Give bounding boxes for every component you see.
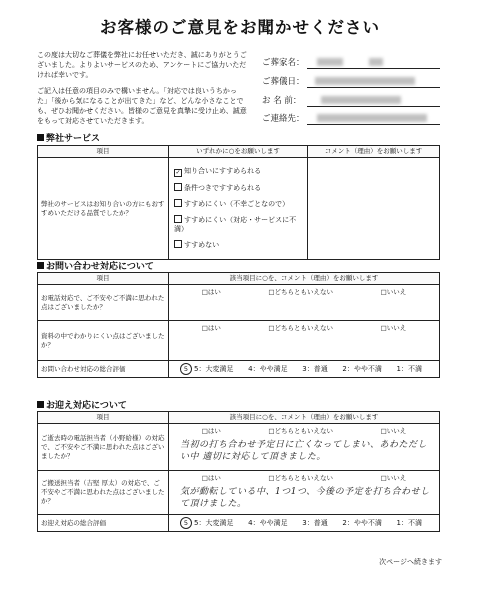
rating-4[interactable]: 4：やや満足 [248,518,288,527]
rating-4[interactable]: 4：やや満足 [248,364,288,373]
question-cell: 資料の中でわかりにくい点はございましたか？ [38,321,169,361]
redacted-value [315,77,415,85]
funeral-date-field[interactable] [307,87,440,88]
col-header-comment: コメント（理由）をお願いします [308,146,440,158]
intro-paragraph: この度は大切なご葬儀を弊社にお任せいただき、誠にありがとうございました。よりよいサービスのため、アンケートにご協力いただければ幸いです。 [37,51,247,79]
rating-2[interactable]: 2：やや不満 [342,364,382,373]
field-label-contact: ご連絡先： [262,114,305,124]
col-header-instruction: 該当項目に○を、コメント（理由）をお願いします [169,273,440,285]
checkbox[interactable]: ✓ [175,169,181,176]
selected-circle: 5 [180,363,192,375]
next-page-note: 次ページへ続きます [379,558,442,566]
choice-no[interactable]: □いいえ [380,474,407,482]
handwritten-comment: 当初の打ち合わせ予定日に亡くなってしまい、あわただしい中 適切に対応して頂きました。 [180,440,428,462]
question-cell: ご搬送担当者（吉堅 厚太）の対応で、ご不安やご不満に思われた点はございましたか？ [38,471,169,515]
answer-cell[interactable] [169,285,440,321]
option-conditional[interactable]: 条件つきですすめられる [174,183,304,193]
answer-choices[interactable] [172,474,436,483]
field-label-name: お 名 前： [262,96,302,106]
answer-choices[interactable] [172,427,436,436]
page-title: お客様のご意見をお聞かせください [100,18,380,37]
col-header-item: 項目 [38,412,169,424]
rating-2[interactable]: 2：やや不満 [342,518,382,527]
overall-rating-cell[interactable] [169,515,440,532]
intro-paragraph: ご記入は任意の項目のみで構いません。「対応では良いうちかった」「後から気になることが出てきた」など、どんな小さなことでも、ぜひお聞かせください。皆様のご意見を真摯に受け止め、誠意をもって対応させていただきます。 [37,87,247,125]
choice-neutral[interactable]: □どちらともいえない [268,324,334,332]
checkbox[interactable] [174,199,182,207]
pickup-table [37,411,440,532]
question-cell: ご逝去時の電話担当者（小野給様）の対応で、ご不安やご不満に思われた点はございましたか？ [38,424,169,471]
option-recommend[interactable]: ✓ 知り合いにすすめられる [175,167,262,176]
section-heading: 弊社サービス [37,131,100,144]
choice-no[interactable]: □いいえ [380,324,407,332]
redacted-value [321,96,401,104]
rating-1[interactable]: 1：不満 [396,364,422,373]
field-label-family: ご葬家名： [262,58,305,68]
choice-yes[interactable]: □はい [201,427,221,435]
overall-label: お迎え対応の総合評価 [38,515,169,532]
answer-cell[interactable] [169,471,440,515]
service-table [37,145,440,260]
choice-neutral[interactable]: □どちらともいえない [268,427,334,435]
rating-5[interactable]: 5 5：大変満足 [180,517,233,529]
rating-5[interactable]: 5 5：大変満足 [180,363,233,375]
inquiry-table [37,272,440,378]
handwritten-comment: 気が動転している中、1つ1つ、今後の予定を打ち合わせして頂けました。 [180,487,430,509]
overall-rating-cell[interactable] [169,361,440,378]
answer-choices[interactable] [172,288,436,297]
answer-cell[interactable] [169,424,440,471]
comment-cell[interactable] [308,158,440,260]
redacted-value [317,114,427,122]
option-not-recommend[interactable]: すすめない [174,240,304,250]
option-hard-misfortune[interactable]: すすめにくい（不幸ごとなので） [174,199,304,209]
checkbox[interactable] [174,240,182,248]
section-heading: お問い合わせ対応について [37,259,154,272]
rating-3[interactable]: 3：普通 [302,518,328,527]
rating-3[interactable]: 3：普通 [302,364,328,373]
section-heading: お迎え対応について [37,398,127,411]
question-cell: お電話対応で、ご不安やご不満に思われた点はございましたか？ [38,285,169,321]
choice-neutral[interactable]: □どちらともいえない [268,288,334,296]
rating-1[interactable]: 1：不満 [396,518,422,527]
family-name-field[interactable] [307,68,440,69]
option-hard-dissatisfied[interactable]: すすめにくい（対応・サービスに不満） [174,216,297,233]
choice-yes[interactable]: □はい [201,324,221,332]
contact-field[interactable] [307,124,440,125]
rating-scale[interactable] [172,363,436,375]
rating-scale[interactable] [172,517,436,529]
choice-neutral[interactable]: □どちらともいえない [268,474,334,482]
checkbox[interactable] [174,215,182,223]
question-cell: 弊社のサービスはお知り合いの方にもおすすめいただける品質でしたか？ [38,158,169,260]
choice-yes[interactable]: □はい [201,288,221,296]
answer-cell[interactable] [169,321,440,361]
choice-no[interactable]: □いいえ [380,288,407,296]
answer-choices[interactable] [172,324,436,333]
redacted-value [317,58,343,66]
name-field[interactable] [307,106,440,107]
col-header-item: 項目 [38,146,169,158]
col-header-item: 項目 [38,273,169,285]
choice-yes[interactable]: □はい [201,474,221,482]
options-cell [169,158,308,260]
redacted-value [369,58,383,66]
overall-label: お問い合わせ対応の総合評価 [38,361,169,378]
col-header-choice: いずれかに○をお願いします [169,146,308,158]
choice-no[interactable]: □いいえ [380,427,407,435]
selected-circle: 5 [180,517,192,529]
col-header-instruction: 該当項目に○を、コメント（理由）をお願いします [169,412,440,424]
field-label-date: ご葬儀日： [262,77,305,87]
checkbox[interactable] [174,183,182,191]
